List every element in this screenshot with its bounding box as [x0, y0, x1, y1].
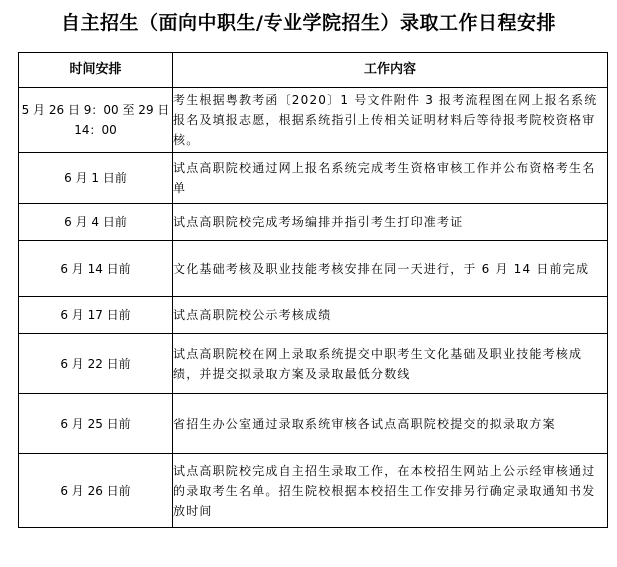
time-cell: 6 月 17 日前 [19, 297, 173, 334]
time-cell: 6 月 25 日前 [19, 394, 173, 454]
table-row [19, 204, 608, 241]
content-cell: 试点高职院校公示考核成绩 [173, 297, 608, 334]
time-cell: 6 月 26 日前 [19, 454, 173, 528]
content-cell: 考生根据粤教考函〔2020〕1 号文件附件 3 报考流程图在网上报名系统报名及填报志愿，根据系统指引上传相关证明材料后等待报考院校资格审核。 [173, 88, 608, 153]
table-row [19, 88, 608, 153]
time-cell: 6 月 4 日前 [19, 204, 173, 241]
table-row [19, 153, 608, 204]
time-cell: 6 月 22 日前 [19, 334, 173, 394]
table-row [19, 454, 608, 528]
table-row [19, 297, 608, 334]
time-cell: 5 月 26 日 9：00 至 29 日 14：00 [19, 88, 173, 153]
content-cell: 省招生办公室通过录取系统审核各试点高职院校提交的拟录取方案 [173, 394, 608, 454]
time-cell: 6 月 14 日前 [19, 241, 173, 297]
table-row [19, 334, 608, 394]
document-title: 自主招生（面向中职生/专业学院招生）录取工作日程安排 [61, 12, 556, 34]
schedule-table [18, 52, 608, 528]
table-row [19, 394, 608, 454]
content-cell: 试点高职院校在网上录取系统提交中职考生文化基础及职业技能考核成绩，并提交拟录取方案及录取最低分数线 [173, 334, 608, 394]
content-cell: 试点高职院校完成考场编排并指引考生打印准考证 [173, 204, 608, 241]
content-cell: 文化基础考核及职业技能考核安排在同一天进行，于 6 月 14 日前完成 [173, 241, 608, 297]
content-cell: 试点高职院校通过网上报名系统完成考生资格审核工作并公布资格考生名单 [173, 153, 608, 204]
header-content: 工作内容 [173, 53, 608, 88]
table-row [19, 241, 608, 297]
table-header-row [19, 53, 608, 88]
content-cell: 试点高职院校完成自主招生录取工作，在本校招生网站上公示经审核通过的录取考生名单。招生院校根据本校招生工作安排另行确定录取通知书发放时间 [173, 454, 608, 528]
header-time: 时间安排 [19, 53, 173, 88]
time-cell: 6 月 1 日前 [19, 153, 173, 204]
